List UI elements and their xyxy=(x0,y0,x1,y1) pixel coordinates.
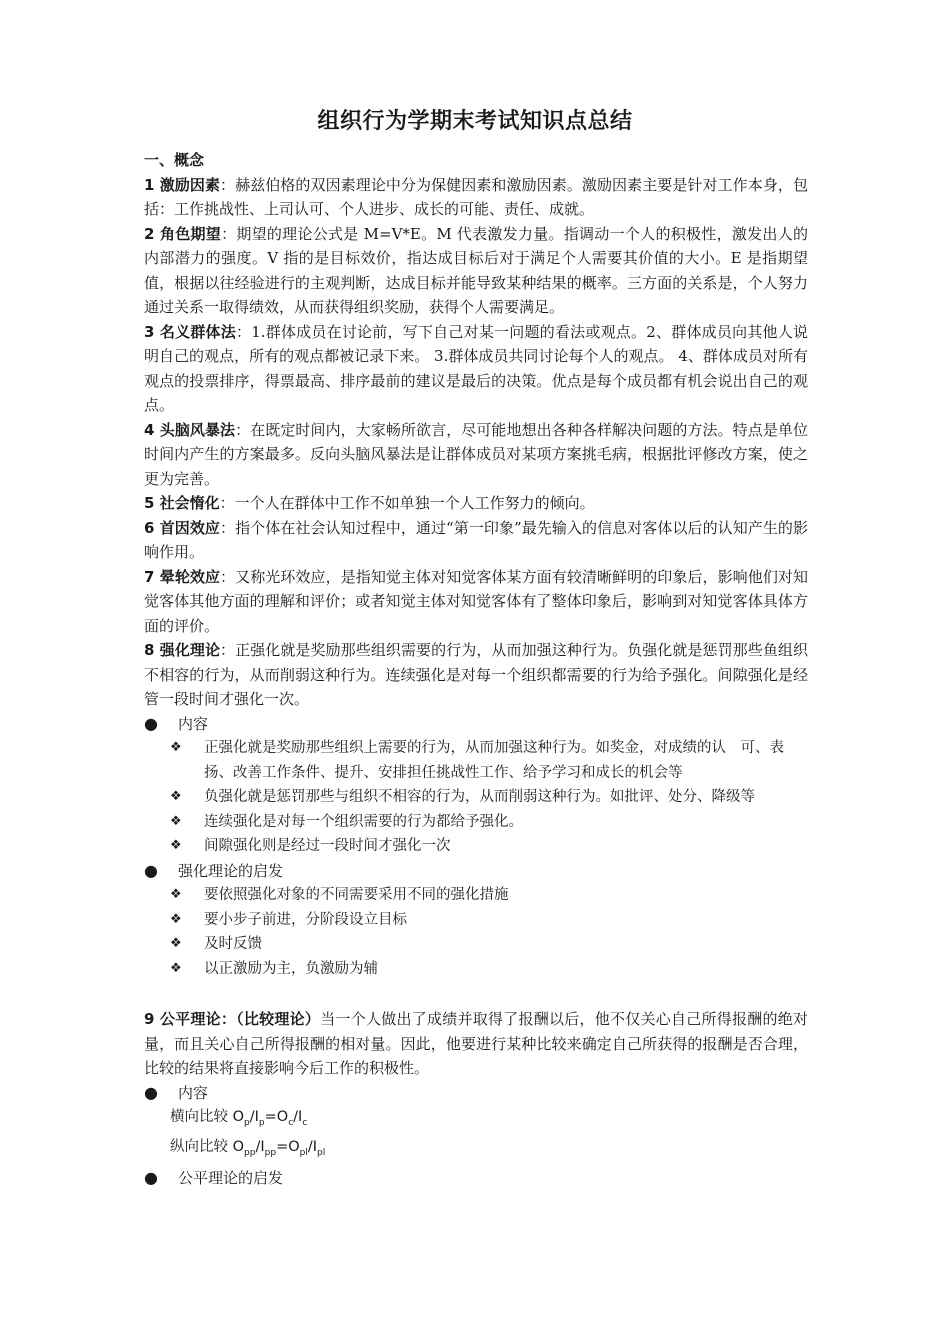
bullet-label: 强化理论的启发 xyxy=(178,861,284,880)
bullet-label: 内容 xyxy=(178,1083,209,1102)
sub-bullet-text: 要小步子前进，分阶段设立目标 xyxy=(204,911,407,928)
concept-item xyxy=(144,320,808,418)
diamond-icon: ❖ xyxy=(170,838,182,853)
diamond-icon: ❖ xyxy=(170,887,182,902)
concept-text: ：指个体在社会认知过程中，通过“第一印象”最先输入的信息对客体以后的认知产生的影响作用。 xyxy=(144,518,808,561)
sub-bullet-text: 要依照强化对象的不同需要采用不同的强化措施 xyxy=(204,887,509,903)
sub-bullet-item xyxy=(144,736,808,785)
diamond-icon: ❖ xyxy=(170,960,182,976)
concept-term: 6 首因效应 xyxy=(144,518,220,537)
bullet-icon: ● xyxy=(144,713,158,733)
concept-term: 8 强化理论 xyxy=(144,641,221,659)
formula: $O_{pp}/I_{pp}=O_{pl}/I_{pl}$ xyxy=(232,1139,326,1159)
sub-bullet-item xyxy=(144,834,808,859)
concept-term: 3 名义群体法 xyxy=(144,322,236,341)
concept-text: ：正强化就是奖励那些组织需要的行为，从而加强这种行为。负强化就是惩罚那些鱼组织不相容的行为，从而削弱这种行为。连续强化是对每一个组织都需要的行为给予强化。间隙强化是经管一段时间才强化一次。 xyxy=(144,641,808,708)
concept-item xyxy=(144,418,808,492)
sub-bullet-item xyxy=(144,908,808,933)
spacer xyxy=(144,981,808,1007)
page-title: 组织行为学期末考试知识点总结 xyxy=(317,109,633,134)
horizontal-formula xyxy=(144,1105,808,1135)
concept-item xyxy=(144,173,808,222)
concept-item xyxy=(144,491,808,516)
bullet-item xyxy=(144,712,808,737)
sub-bullet-text: 负强化就是惩罚那些与组织不相容的行为，从而削弱这种行为。如批评、处分、降级等 xyxy=(204,789,755,805)
sub-bullet-text: 正强化就是奖励那些组织上需要的行为，从而加强这种行为。如奖金，对成绩的认 可、表扬、改善工作条件、提升、安排担任挑战性工作、给予学习和成长的机会等 xyxy=(204,740,784,781)
concept-text: ：1.群体成员在讨论前，写下自己对某一问题的看法或观点。2、群体成员向其他人说明自己的观点，所有的观点都被记录下来。 3.群体成员共同讨论每个人的观点。 4、群体成员对所有观点的投票排序，得票最高、排序最前的建议是最后的决策。优点是每个成员都有机会说出自己的观点。 xyxy=(144,322,808,414)
sub-bullet-text: 连续强化是对每一个组织需要的行为都给予强化。 xyxy=(204,813,523,830)
formula: $O_p/I_p=O_c/I_c$ xyxy=(232,1109,308,1128)
concept-item xyxy=(144,516,808,565)
bullet-icon: ● xyxy=(144,1082,158,1102)
bullet-item xyxy=(144,1081,808,1106)
concept-term: 5 社会惰化 xyxy=(144,494,220,512)
concept-term: 1 激励因素 xyxy=(144,175,221,194)
diamond-icon: ❖ xyxy=(170,789,182,804)
sub-bullet-item xyxy=(144,883,808,908)
vertical-formula xyxy=(144,1135,808,1165)
diamond-icon: ❖ xyxy=(170,911,182,927)
sub-bullet-text: 以正激励为主，负激励为辅 xyxy=(204,960,378,977)
sub-bullet-item xyxy=(144,785,808,810)
diamond-icon: ❖ xyxy=(170,813,182,829)
diamond-icon: ❖ xyxy=(170,936,182,951)
concept-item xyxy=(144,565,808,639)
sub-bullet-item xyxy=(144,932,808,957)
bullet-item xyxy=(144,1166,808,1191)
bullet-icon: ● xyxy=(144,860,158,880)
bullet-icon: ● xyxy=(144,1167,158,1187)
concept-term: 7 晕轮效应 xyxy=(144,567,221,586)
formula-label: 横向比较 xyxy=(170,1109,228,1125)
concept-text: ：又称光环效应，是指知觉主体对知觉客体某方面有较清晰鲜明的印象后，影响他们对知觉客体其他方面的理解和评价；或者知觉主体对知觉客体有了整体印象后，影响到对知觉客体具体方面的评价。 xyxy=(144,567,808,635)
concept-text: ：在既定时间内，大家畅所欲言，尽可能地想出各种各样解决问题的方法。特点是单位时间内产生的方案最多。反向头脑风暴法是让群体成员对某项方案挑毛病，根据批评修改方案，使之更为完善。 xyxy=(144,420,808,488)
concept-term: 2 角色期望 xyxy=(144,224,222,243)
concept-term: 9 公平理论：（比较理论） xyxy=(144,1010,321,1028)
bullet-item xyxy=(144,859,808,884)
sub-bullet-item xyxy=(144,957,808,982)
bullet-label: 公平理论的启发 xyxy=(178,1168,284,1187)
sub-bullet-text: 间隙强化则是经过一段时间才强化一次 xyxy=(204,838,451,854)
concept-text: 当一个人做出了成绩并取得了报酬以后，他不仅关心自己所得报酬的绝对量，而且关心自己所得报酬的相对量。因此，他要进行某种比较来确定自己所获得的报酬是否合理，比较的结果将直接影响今后工作的积极性。 xyxy=(144,1010,808,1077)
concept-item xyxy=(144,1007,808,1081)
concept-text: ：期望的理论公式是 M=V*E。M 代表激发力量。指调动一个人的积极性，激发出人的内部潜力的强度。V 指的是目标效价，指达成目标后对于满足个人需要其价值的大小。E 是指期望值，根据以往经验进行的主观判断，达成目标并能导致某种结果的概率。三方面的关系是，个人努力通过关系一取得绩效，从而获得组织奖励，获得个人需要满足。 xyxy=(144,224,808,316)
document-body xyxy=(144,148,808,1190)
concept-text: ：赫兹伯格的双因素理论中分为保健因素和激励因素。激励因素主要是针对工作本身，包括：工作挑战性、上司认可、个人进步、成长的可能、责任、成就。 xyxy=(144,175,808,218)
concept-term: 4 头脑风暴法 xyxy=(144,420,236,439)
formula-label: 纵向比较 xyxy=(170,1139,228,1156)
diamond-icon: ❖ xyxy=(170,740,182,755)
concept-text: ：一个人在群体中工作不如单独一个人工作努力的倾向。 xyxy=(219,494,595,512)
sub-bullet-text: 及时反馈 xyxy=(204,936,262,952)
concept-item xyxy=(144,638,808,712)
section-heading: 一、概念 xyxy=(144,151,205,169)
sub-bullet-item xyxy=(144,810,808,835)
concept-item xyxy=(144,222,808,320)
bullet-label: 内容 xyxy=(178,714,209,733)
